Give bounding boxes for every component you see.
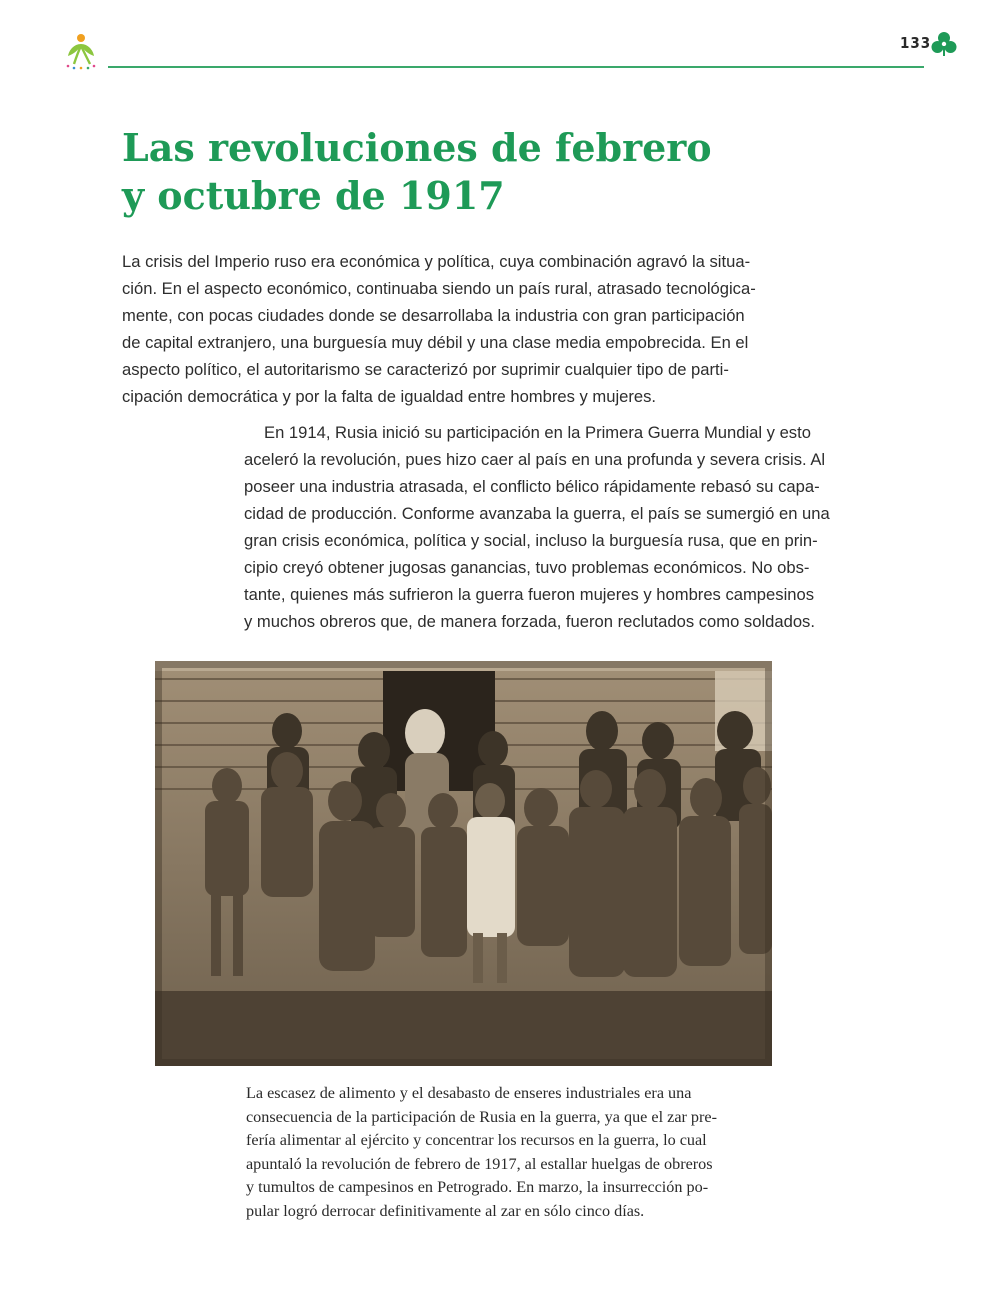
title-line: Las revoluciones de febrero bbox=[122, 125, 712, 170]
text-line: aspecto político, el autoritarismo se caracterizó por suprimir cualquier tipo de parti- bbox=[122, 360, 729, 379]
photo-caption bbox=[246, 1082, 802, 1223]
clover-icon bbox=[930, 30, 958, 58]
page-number: 133 bbox=[900, 34, 932, 52]
caption-line: pular logró derrocar definitivamente al zar en sólo cinco días. bbox=[246, 1201, 645, 1220]
caption-line: apuntaló la revolución de febrero de 1917, al estallar huelgas de obreros bbox=[246, 1154, 713, 1173]
text-line: La crisis del Imperio ruso era económica y política, cuya combinación agravó la situa- bbox=[122, 252, 751, 271]
text-line: de capital extranjero, una burguesía muy débil y una clase media empobrecida. En el bbox=[122, 333, 749, 352]
caption-line: fería alimentar al ejército y concentrar los recursos en la guerra, lo cual bbox=[246, 1131, 707, 1149]
sprout-figure-icon bbox=[60, 30, 102, 72]
caption-line: y tumultos de campesinos en Petrogrado. En marzo, la insurrección po- bbox=[246, 1178, 709, 1196]
body-paragraph-1 bbox=[122, 248, 804, 410]
body-paragraph-2 bbox=[244, 419, 866, 635]
text-line: tante, quienes más sufrieron la guerra fueron mujeres y hombres campesinos bbox=[244, 585, 815, 604]
caption-line: consecuencia de la participación de Rusia en la guerra, ya que el zar pre- bbox=[246, 1107, 717, 1126]
text-line: cidad de producción. Conforme avanzaba la guerra, el país se sumergió en una bbox=[244, 504, 830, 523]
text-line: cipio creyó obtener jugosas ganancias, tuvo problemas económicos. No obs- bbox=[244, 558, 810, 577]
text-line: ción. En el aspecto económico, continuaba siendo un país rural, atrasado tecnológica- bbox=[122, 279, 756, 298]
text-line: En 1914, Rusia inició su participación en la Primera Guerra Mundial y esto bbox=[264, 423, 811, 442]
title-line: y octubre de 1917 bbox=[122, 173, 505, 218]
text-line: mente, con pocas ciudades donde se desarrollaba la industria con gran participación bbox=[122, 306, 745, 325]
header-rule bbox=[108, 66, 924, 68]
historical-photo bbox=[155, 661, 772, 1066]
caption-line: La escasez de alimento y el desabasto de enseres industriales era una bbox=[246, 1084, 692, 1102]
page-title bbox=[122, 124, 822, 220]
text-line: poseer una industria atrasada, el conflicto bélico rápidamente rebasó su capa- bbox=[244, 477, 820, 496]
text-line: cipación democrática y por la falta de igualdad entre hombres y mujeres. bbox=[122, 387, 657, 406]
text-line: y muchos obreros que, de manera forzada, fueron reclutados como soldados. bbox=[244, 612, 815, 631]
text-line: gran crisis económica, política y social, incluso la burguesía rusa, que en prin- bbox=[244, 531, 818, 550]
text-line: aceleró la revolución, pues hizo caer al país en una profunda y severa crisis. Al bbox=[244, 450, 826, 469]
